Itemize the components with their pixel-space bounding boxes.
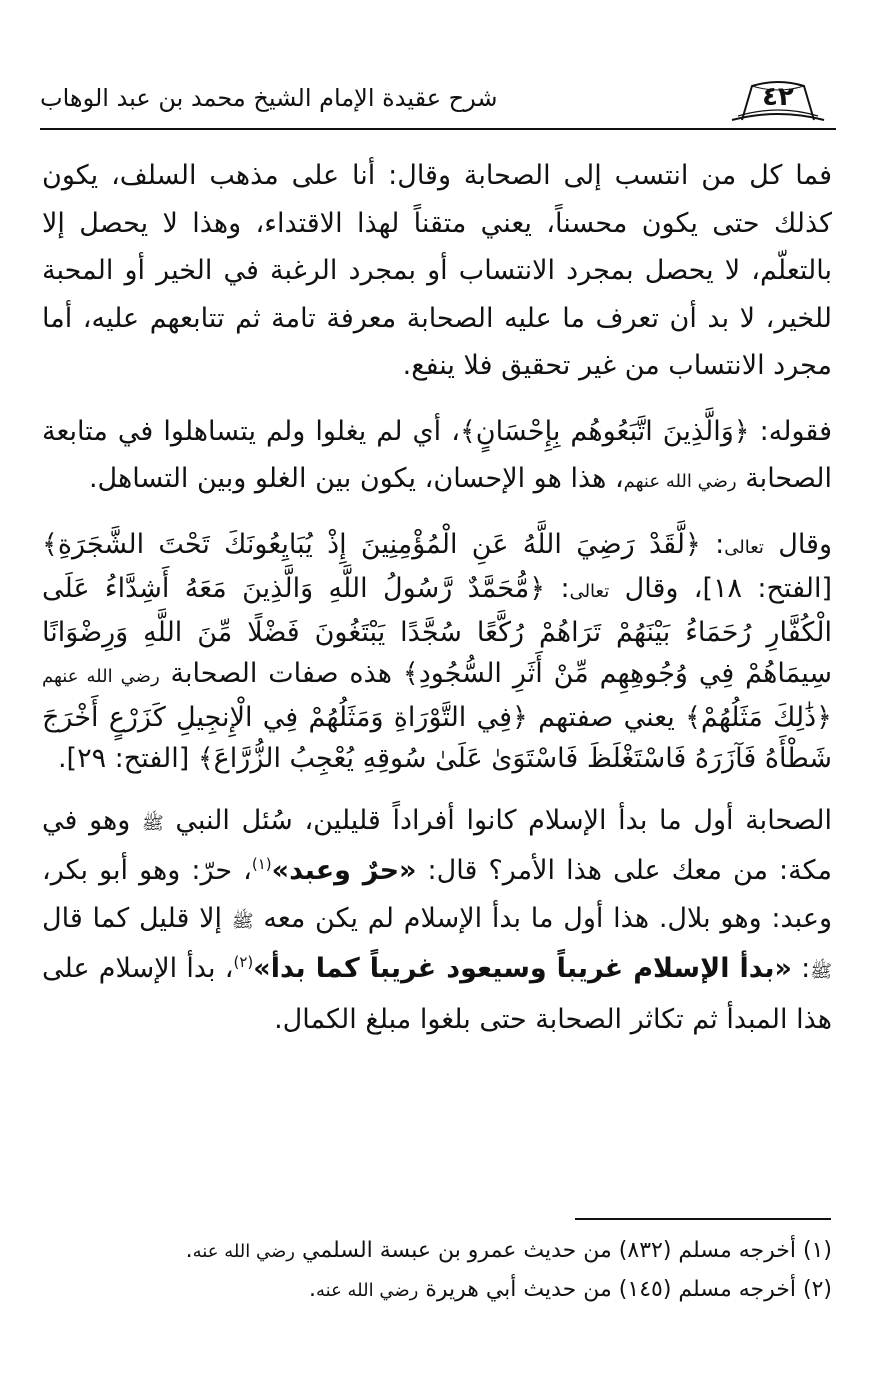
footnote-2-text: (٢) أخرجه مسلم (١٤٥) من حديث أبي هريرة — [418, 1277, 832, 1302]
main-text — [42, 152, 832, 1043]
paragraph-3-text-c: : ﴿مُّحَمَّدٌ رَّسُولُ اللَّهِ وَالَّذِينَ مَعَهُ أَشِدَّاءُ عَلَى الْكُفَّارِ رُحَمَاءُ بَيْنَهُمْ تَرَاهُمْ رُكَّعًا سُجَّدًا يَبْتَغُونَ فَضْلًا مِّنَ اللَّهِ وَرِضْوَانًا سِيمَاهُمْ فِي وُجُوهِهِم مِّنْ أَثَرِ السُّجُودِ﴾ هذه صفات الصحابة — [42, 572, 832, 689]
paragraph-4-text-d: إلا قليل كما قال — [42, 902, 232, 934]
paragraph-2 — [42, 408, 832, 506]
footnote-ref-1[interactable]: (١) — [251, 855, 272, 873]
paragraph-4-text-a: الصحابة أول ما بدأ الإسلام كانوا أفراداً قليلين، سُئل النبي — [163, 804, 832, 836]
footnote-1-text: (١) أخرجه مسلم (٨٣٢) من حديث عمرو بن عبسة السلمي — [295, 1238, 832, 1263]
honorific-mark: رضي الله عنهم — [623, 471, 737, 492]
footnote-2 — [42, 1271, 832, 1310]
paragraph-3 — [42, 524, 832, 779]
footnote-1 — [42, 1232, 832, 1271]
honorific-mark: تعالى — [569, 580, 610, 602]
honorific-mark: رضي الله عنهم — [42, 665, 160, 687]
honorific-mark: ﷺ — [141, 812, 164, 834]
paragraph-4-text-b: وهو في مكة: من معك على هذا الأمر؟ قال: — [42, 804, 832, 886]
paragraph-4-text-f: ، بدأ الإسلام على هذا المبدأ ثم تكاثر الصحابة حتى بلغوا مبلغ الكمال. — [42, 953, 832, 1035]
footnote-ref-2[interactable]: (٢) — [233, 953, 254, 971]
honorific-mark: ﷺ — [231, 910, 254, 932]
header-divider — [40, 128, 836, 130]
paragraph-3-text-a: وقال — [763, 528, 832, 560]
paragraph-2-text-a: فقوله: ﴿وَالَّذِينَ اتَّبَعُوهُم بِإِحْسَانٍ﴾، أي لم يغلوا ولم يتساهلوا في متابعة الصحابة — [42, 415, 832, 494]
page-header — [40, 78, 836, 130]
paragraph-2-text-b: ، هذا هو الإحسان، يكون بين الغلو وبين التساهل. — [88, 463, 624, 494]
paragraph-4-text-e: : — [791, 953, 811, 984]
hadith-quote-1: «حرٌ وعبد» — [271, 855, 417, 886]
paragraph-3-text-d: ﴿ذَٰلِكَ مَثَلُهُمْ﴾ يعني صفتهم ﴿فِي التَّوْرَاةِ وَمَثَلُهُمْ فِي الْإِنجِيلِ كَزَرْعٍ أَخْرَجَ شَطْأَهُ فَآزَرَهُ فَاسْتَغْلَظَ فَاسْتَوَىٰ عَلَىٰ سُوقِهِ يُعْجِبُ الزُّرَّاعَ﴾ [الفتح: ٢٩]. — [42, 701, 832, 774]
honorific-mark: رضي الله عنه — [192, 1241, 295, 1262]
paragraph-4-text-c: ، حرّ: وهو أبو بكر، وعبد: وهو بلال. هذا أول ما بدأ الإسلام لم يكن معه — [42, 855, 832, 934]
paragraph-4 — [42, 797, 832, 1044]
page-number-ornament — [728, 80, 828, 120]
footnote-1-end: . — [185, 1238, 193, 1263]
footnote-2-end: . — [308, 1277, 316, 1302]
honorific-mark: رضي الله عنه — [315, 1280, 419, 1301]
honorific-mark: ﷺ — [810, 961, 833, 982]
page-number: ٤٢ — [762, 82, 794, 112]
hadith-quote-2: «بدأ الإسلام غريباً وسيعود غريباً كما بدأ» — [253, 953, 792, 984]
paragraph-1: فما كل من انتسب إلى الصحابة وقال: أنا على مذهب السلف، يكون كذلك حتى يكون محسناً، يعني متقناً لهذا الاقتداء، وهذا لا يحصل إلا بالتعلّم، لا يحصل بمجرد الانتساب أو بمجرد الرغبة في الخير أو المحبة للخير، لا بد أن تعرف ما عليه الصحابة معرفة تامة ثم تتابعهم عليه، أما مجرد الانتساب من غير تحقيق فلا ينفع. — [42, 160, 832, 381]
footnote-divider — [575, 1218, 831, 1220]
honorific-mark: تعالى — [724, 536, 764, 558]
footnotes — [42, 1232, 832, 1310]
paragraph-3-text-b: : ﴿لَّقَدْ رَضِيَ اللَّهُ عَنِ الْمُؤْمِنِينَ إِذْ يُبَايِعُونَكَ تَحْتَ الشَّجَرَةِ﴾ [الفتح: ١٨]، وقال — [42, 528, 832, 604]
running-title: شرح عقيدة الإمام الشيخ محمد بن عبد الوهاب — [40, 84, 498, 112]
